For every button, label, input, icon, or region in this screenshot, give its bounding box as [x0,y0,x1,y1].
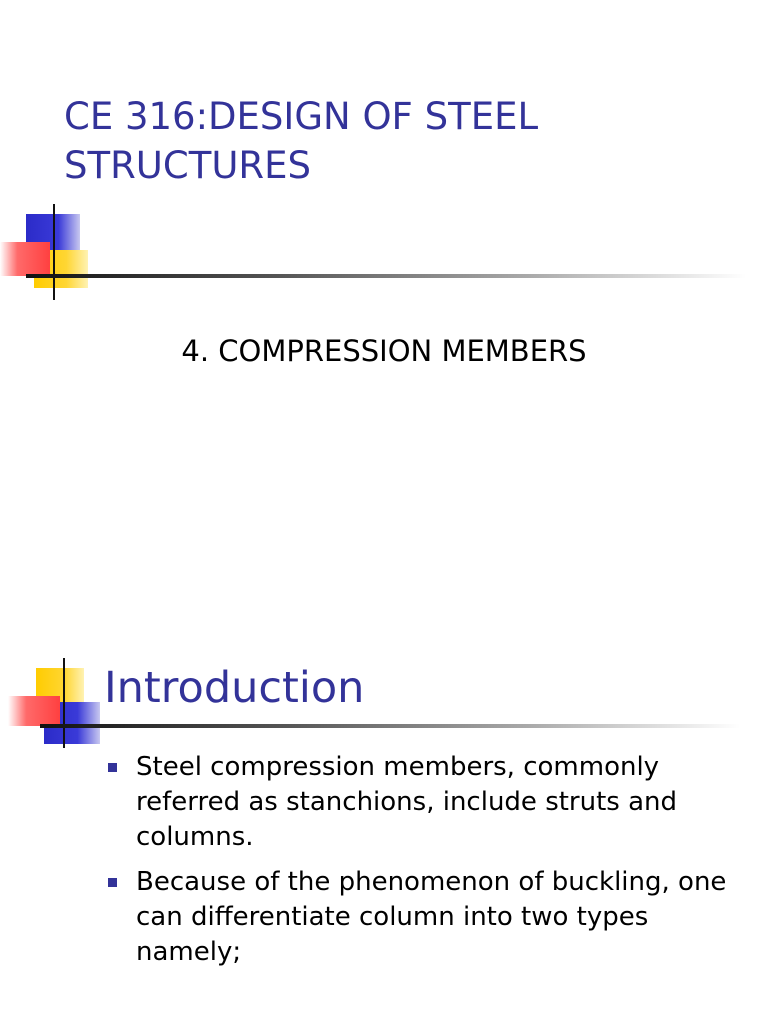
red-square-decoration [8,696,60,726]
content-slide [0,630,768,1024]
square-bullet-icon [108,763,117,772]
slide-subtitle: 4. COMPRESSION MEMBERS [181,334,587,368]
slide-title [64,92,724,190]
bullet-text: Because of the phenomenon of buckling, one can differentiate column into two types namely; [136,867,727,967]
bullet-list [108,750,748,980]
list-item [108,865,748,970]
horizontal-rule [26,274,746,278]
vertical-rule [63,658,65,748]
bullet-text: Steel compression members, commonly referred as stanchions, include struts and columns. [136,752,678,852]
horizontal-rule [40,724,740,728]
list-item [108,750,748,855]
red-square-decoration [0,242,50,276]
square-bullet-icon [108,878,117,887]
title-line-2: STRUCTURES [64,144,311,187]
title-line-1: CE 316:DESIGN OF STEEL [64,95,539,138]
vertical-rule [53,204,55,300]
slide-title: Introduction [104,663,365,713]
